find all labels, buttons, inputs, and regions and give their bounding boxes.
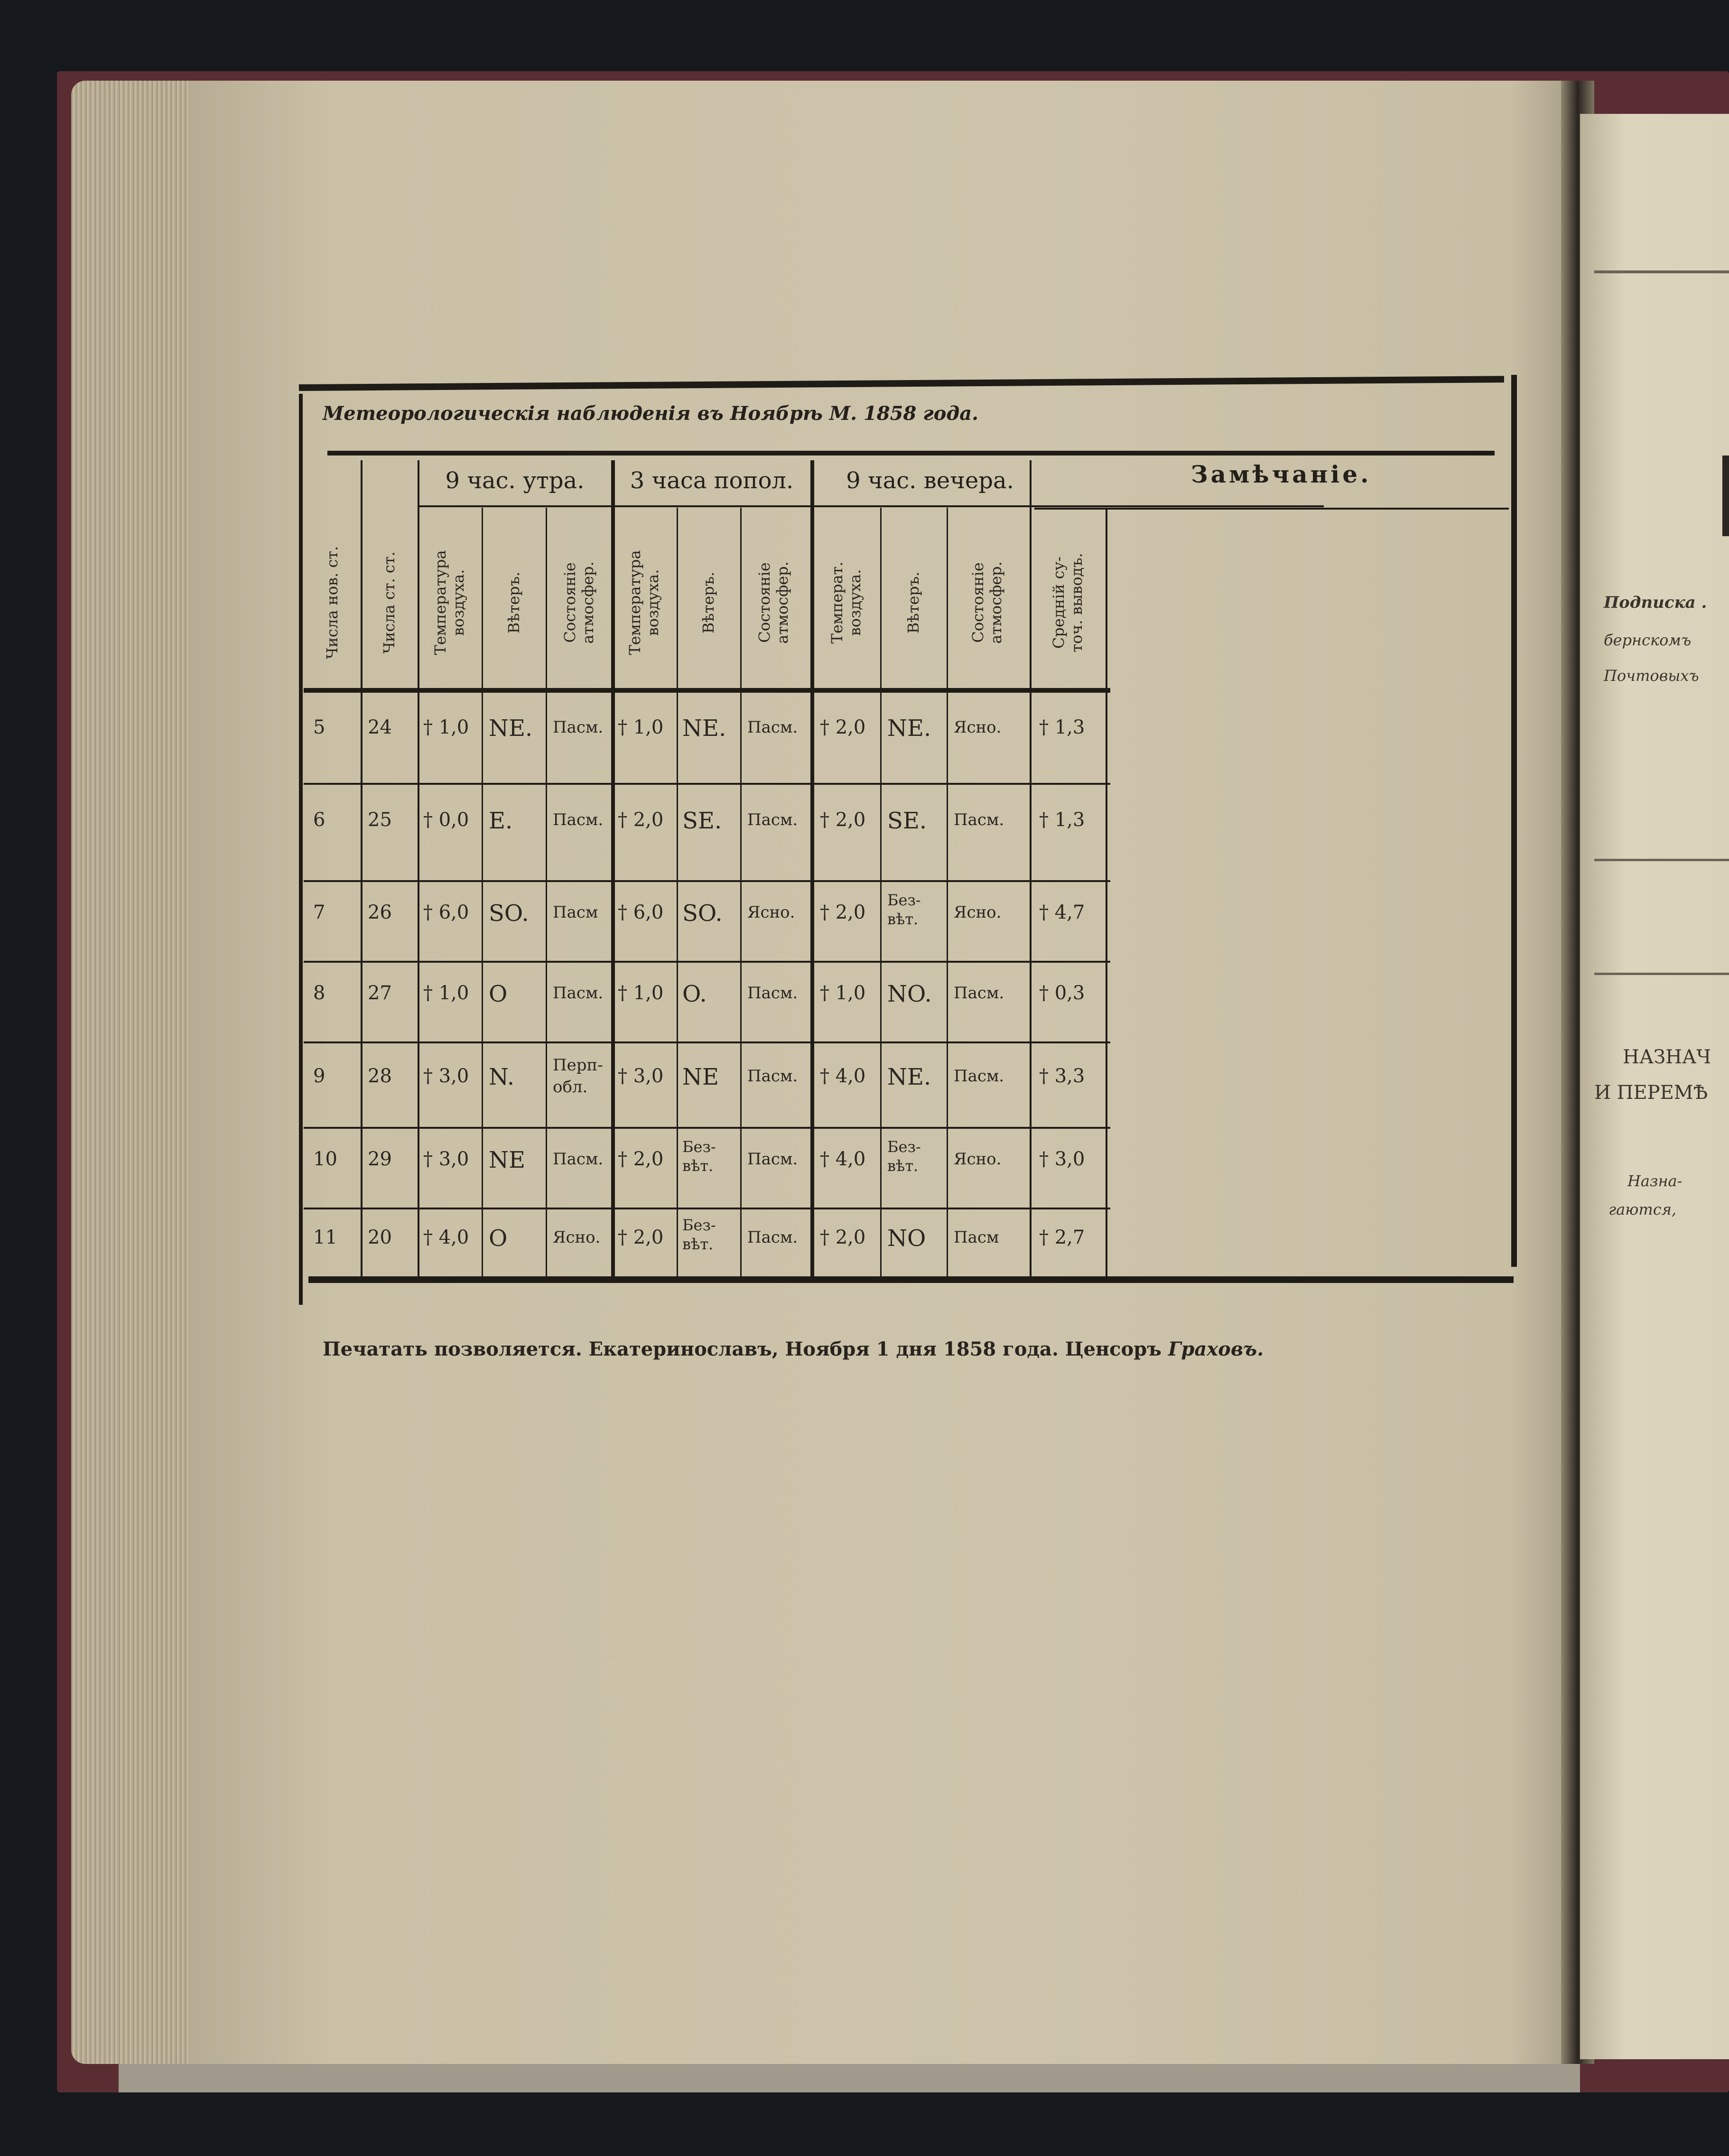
table-cell: † 2,0 [820, 1227, 866, 1248]
table-caption: Метеорологическія наблюденія въ Ноябрѣ М. 1858 года. [323, 402, 979, 425]
table-right-rule [1511, 375, 1517, 1267]
table-cell: O [489, 1225, 508, 1252]
table-cell: Ясно. [747, 903, 795, 922]
table-cell: O. [682, 981, 707, 1007]
col-rule [611, 460, 615, 1276]
censor-line [323, 1338, 1264, 1360]
group-header-evening: 9 час. вечера. [846, 467, 1014, 494]
table-cell: † 4,7 [1039, 901, 1085, 923]
right-page [1580, 114, 1729, 2059]
meteorological-table [299, 365, 1528, 1305]
table-cell: † 1,0 [820, 982, 866, 1004]
table-cell: † 3,3 [1039, 1065, 1085, 1087]
table-cell: † 1,0 [618, 716, 664, 738]
col-header: Средній су- точ. выводъ. [1050, 553, 1086, 652]
right-page-rule [1594, 270, 1729, 273]
caption-rule [327, 451, 1495, 455]
table-cell: NE. [682, 715, 726, 742]
table-cell: Пасм. [954, 810, 1004, 829]
table-left-rule [299, 394, 303, 1305]
table-cell: 6 [313, 809, 325, 831]
table-cell: Пасм [954, 1228, 999, 1247]
table-cell: † 2,7 [1039, 1227, 1085, 1248]
table-cell: 26 [368, 901, 392, 923]
right-page-rule-2 [1594, 859, 1729, 861]
row-rule [304, 1208, 1110, 1209]
table-cell: Пасм. [553, 984, 604, 1003]
table-cell: NE. [887, 1064, 931, 1090]
table-cell: Без- вѣт. [682, 1216, 716, 1253]
right-margin-note-1: Назна- [1627, 1172, 1683, 1190]
col-rule [1106, 508, 1107, 1276]
table-cell: SO. [489, 900, 529, 927]
table-cell: Пасм. [747, 1150, 798, 1169]
table-cell: Пасм. [553, 718, 604, 737]
table-cell: † 1,0 [618, 982, 664, 1004]
drop-letter-fragment [1722, 455, 1729, 536]
table-cell: NE. [887, 715, 931, 742]
col-header: Состояніе атмосфер. [969, 561, 1005, 644]
table-cell: † 4,0 [820, 1148, 866, 1170]
col-header: Температура воздуха. [431, 550, 467, 655]
table-cell: Пасм. [747, 984, 798, 1003]
right-line-2: бернскомъ [1604, 631, 1692, 649]
table-cell: † 0,0 [423, 809, 469, 831]
remark-rule [1034, 508, 1509, 510]
table-cell: Пасм. [747, 718, 798, 737]
table-cell: † 2,0 [820, 901, 866, 923]
col-rule [1030, 460, 1032, 1276]
table-cell: Ясно. [553, 1228, 601, 1247]
table-cell: Без- вѣт. [682, 1138, 716, 1175]
table-cell: 8 [313, 982, 325, 1004]
table-cell: 5 [313, 716, 325, 738]
table-cell: Без- вѣт. [887, 891, 921, 928]
table-cell: 10 [313, 1148, 337, 1170]
table-cell: Пасм. [747, 1067, 798, 1086]
table-cell: Пасм [553, 903, 598, 922]
table-cell: † 3,0 [423, 1148, 469, 1170]
table-cell: NO. [887, 981, 932, 1007]
right-line-3: Почтовыхъ [1604, 667, 1699, 685]
table-cell: Пасм. [553, 1150, 604, 1169]
table-cell: † 0,3 [1039, 982, 1085, 1004]
row-rule [304, 880, 1110, 882]
table-cell: † 3,0 [618, 1065, 664, 1087]
table-cell: † 1,0 [423, 982, 469, 1004]
table-cell: Пасм. [747, 1228, 798, 1247]
table-cell: † 1,3 [1039, 716, 1085, 738]
row-rule [304, 783, 1110, 785]
table-cell: † 6,0 [618, 901, 664, 923]
col-rule [482, 508, 483, 1276]
col-header: Числа ст. ст. [380, 551, 398, 654]
table-cell: SE. [887, 808, 927, 834]
remark-header: Замѣчаніе. [1190, 460, 1372, 488]
table-cell: 20 [368, 1227, 392, 1248]
table-cell: † 2,0 [618, 1148, 664, 1170]
row-rule [304, 1041, 1110, 1043]
table-cell: O [489, 981, 508, 1007]
table-cell: 25 [368, 809, 392, 831]
col-rule [810, 460, 814, 1276]
col-rule [418, 460, 419, 1276]
table-cell: 24 [368, 716, 392, 738]
table-cell: Пасм. [747, 810, 798, 829]
table-cell: NE [682, 1064, 719, 1090]
table-cell: NO [887, 1225, 926, 1252]
table-cell: † 2,0 [820, 716, 866, 738]
table-cell: E. [489, 808, 513, 834]
right-margin-note-2: гаются, [1608, 1200, 1677, 1218]
table-cell: Ясно. [954, 1150, 1002, 1169]
group-header-afternoon: 3 часа попол. [630, 467, 794, 494]
table-cell: SO. [682, 900, 723, 927]
row-rule [304, 1127, 1110, 1129]
table-cell: Перп- обл. [553, 1056, 603, 1097]
col-header: Температ. воздуха. [828, 561, 864, 644]
col-header: Вѣтеръ. [699, 571, 717, 634]
col-rule [740, 508, 742, 1276]
right-page-rule-3 [1594, 973, 1729, 975]
table-cell: 9 [313, 1065, 325, 1087]
col-rule [677, 508, 678, 1276]
table-cell: 29 [368, 1148, 392, 1170]
table-cell: † 3,0 [1039, 1148, 1085, 1170]
page-stack-edge [71, 81, 195, 2064]
col-header: Состояніе атмосфер. [755, 561, 791, 644]
table-cell: SE. [682, 808, 722, 834]
table-cell: † 3,0 [423, 1065, 469, 1087]
table-cell: Ясно. [954, 903, 1002, 922]
table-cell: † 2,0 [618, 1227, 664, 1248]
table-cell: † 1,3 [1039, 809, 1085, 831]
table-cell: Ясно. [954, 718, 1002, 737]
col-rule [947, 508, 948, 1276]
table-cell: 28 [368, 1065, 392, 1087]
col-header: Вѣтеръ. [904, 571, 922, 634]
col-header: Температура воздуха. [626, 550, 662, 655]
table-cell: N. [489, 1064, 515, 1090]
table-cell: † 2,0 [618, 809, 664, 831]
table-top-rule [299, 376, 1504, 391]
table-cell: † 1,0 [423, 716, 469, 738]
table-cell: 27 [368, 982, 392, 1004]
table-cell: † 6,0 [423, 901, 469, 923]
col-rule [361, 460, 363, 1276]
table-cell: NE [489, 1147, 526, 1173]
table-cell: Пасм. [954, 984, 1004, 1003]
right-heading-2: И ПЕРЕМѢ [1594, 1082, 1708, 1104]
table-bottom-rule [308, 1276, 1514, 1283]
right-heading-1: НАЗНАЧ [1623, 1046, 1711, 1068]
bottom-strip [119, 2064, 1580, 2092]
row-rule [304, 961, 1110, 963]
table-cell: † 4,0 [423, 1227, 469, 1248]
col-header: Состояніе атмосфер. [561, 561, 597, 644]
col-rule [880, 508, 882, 1276]
table-cell: 11 [313, 1227, 337, 1248]
col-rule [546, 508, 547, 1276]
col-header: Числа нов. ст. [323, 546, 341, 660]
censor-name: Граховъ. [1168, 1338, 1264, 1360]
table-cell: † 2,0 [820, 809, 866, 831]
table-cell: † 4,0 [820, 1065, 866, 1087]
group-header-morning: 9 час. утра. [445, 467, 585, 494]
table-cell: 7 [313, 901, 325, 923]
censor-text: Печатать позволяется. Екатеринославъ, Ноября 1 дня 1858 года. Ценсоръ [323, 1338, 1162, 1360]
table-cell: Пасм. [553, 810, 604, 829]
col-header: Вѣтеръ. [505, 571, 523, 634]
table-cell: Без- вѣт. [887, 1138, 921, 1175]
table-cell: NE. [489, 715, 533, 742]
table-cell: Пасм. [954, 1067, 1004, 1086]
right-line-1: Подписка . [1604, 593, 1707, 612]
